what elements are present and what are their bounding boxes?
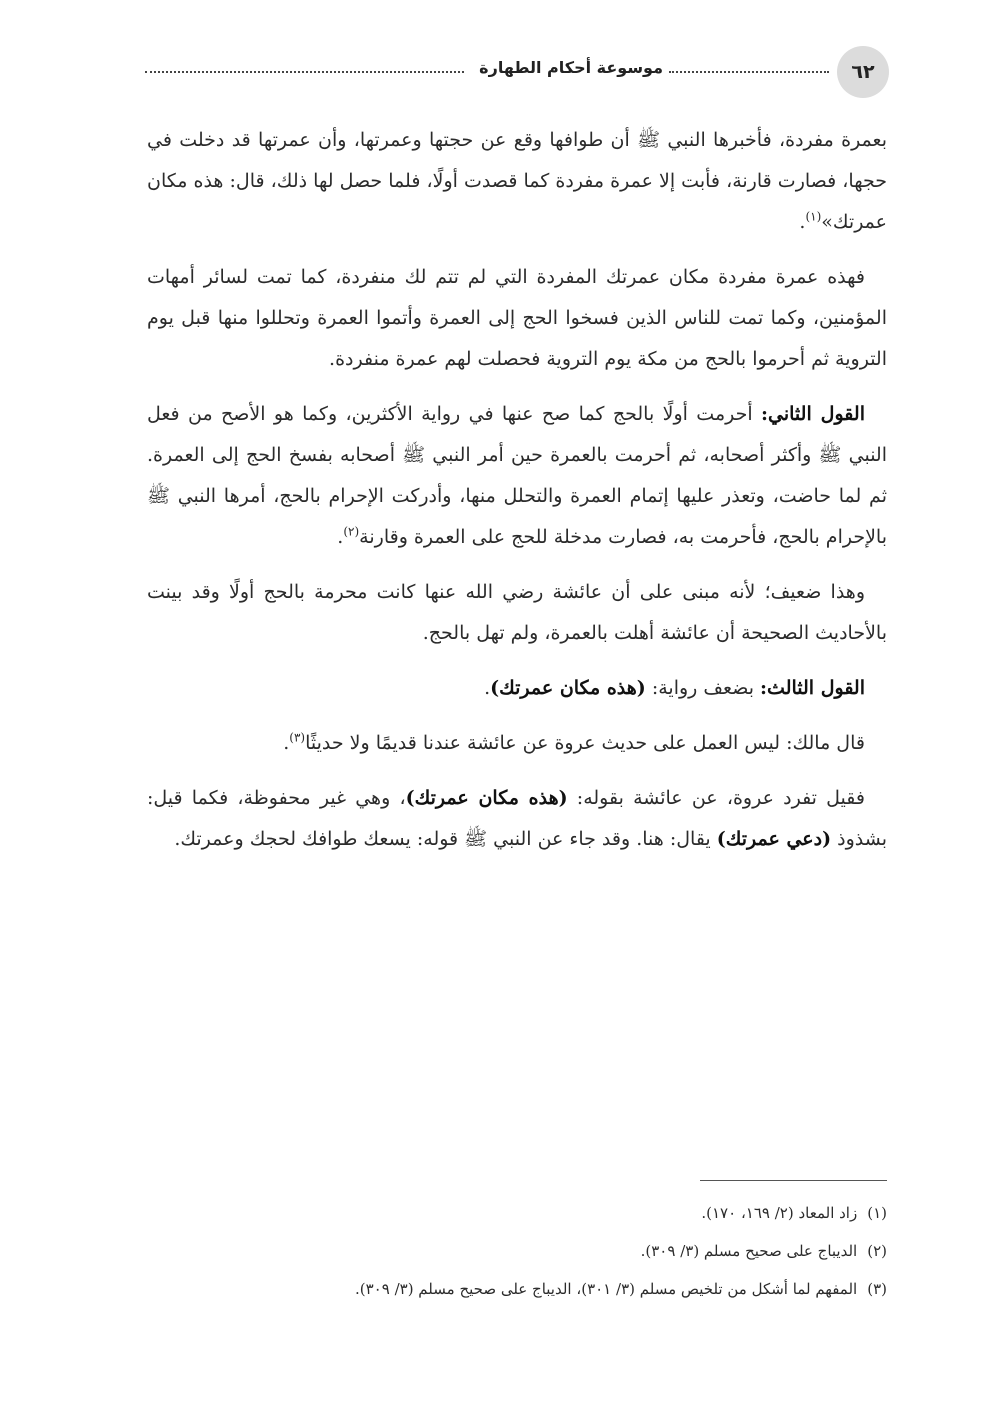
- running-title: موسوعة أحكام الطهارة: [473, 58, 669, 77]
- paragraph: [147, 668, 887, 709]
- page-number-badge: [837, 46, 889, 98]
- text-run: فقيل تفرد عروة، عن عائشة بقوله:: [567, 787, 865, 809]
- footnotes: [147, 1194, 887, 1308]
- text-run: قال مالك: ليس العمل على حديث عروة عن عائشة عندنا قديمًا ولا حديثًا: [305, 732, 865, 754]
- text-run: بضعف رواية:: [645, 677, 761, 699]
- paragraph: [147, 120, 887, 243]
- footnote-number: (٣): [867, 1280, 887, 1298]
- text-run: يقال: هنا. وقد جاء عن النبي ﷺ قوله: يسعك طوافك لحجك وعمرتك.: [174, 828, 717, 850]
- text-run: .: [337, 526, 344, 548]
- paragraph: [147, 394, 887, 558]
- paragraph: [147, 572, 887, 654]
- footnote: [147, 1232, 887, 1270]
- bold-text: (هذه مكان عمرتك): [405, 787, 568, 809]
- paragraph: [147, 723, 887, 764]
- bold-text: (دعي عمرتك): [716, 828, 832, 850]
- header-dotted-rule-left: [145, 71, 464, 73]
- header-dotted-rule-right: [669, 71, 829, 73]
- text-run: وهذا ضعيف؛ لأنه مبنى على أن عائشة رضي الله عنها كانت محرمة بالحج أولًا وقد بينت بالأحاديث الصحيحة أن عائشة أهلت بالعمرة، ولم تهل بالحج.: [147, 581, 887, 644]
- text-run: بعمرة مفردة، فأخبرها النبي ﷺ أن طوافها وقع عن حجتها وعمرتها، وأن عمرتها قد دخلت في حجها، فصارت قارنة، فأبت إلا عمرة مفردة كما قصدت أولًا، فلما حصل لها ذلك، قال: هذه مكان عمرتك»: [147, 129, 887, 233]
- footnote-number: (٢): [867, 1242, 887, 1260]
- page-number: ٦٢: [851, 61, 875, 83]
- bold-text: القول الثاني:: [761, 403, 865, 425]
- footnote-marker: (٢): [343, 524, 360, 539]
- text-run: ، وهي غير محفوظة، فكما قيل: بشذوذ: [147, 787, 887, 850]
- text-run: فهذه عمرة مفردة مكان عمرتك المفردة التي لم تتم لك منفردة، كما تمت لسائر أمهات المؤمنين، وكما تمت للناس الذين فسخوا الحج إلى العمرة وأتموا العمرة وتحللوا منها قبل يوم التروية ثم أحرموا بالحج من مكة يوم التروية فحصلت لهم عمرة منفردة.: [147, 266, 887, 370]
- footnote-text: الديباج على صحيح مسلم (٣/ ٣٠٩).: [640, 1242, 858, 1260]
- paragraph: [147, 257, 887, 380]
- text-run: أحرمت أولًا بالحج كما صح عنها في رواية الأكثرين، وكما هو الأصح من فعل النبي ﷺ وأكثر أصحابه، ثم أحرمت بالعمرة حين أمر النبي ﷺ أصحابه بفسخ الحج إلى العمرة. ثم لما حاضت، وتعذر عليها إتمام العمرة والتحلل منها، وأدركت الإحرام بالحج، أمرها النبي ﷺ بالإحرام بالحج، فأحرمت به، فصارت مدخلة للحج على العمرة وقارنة: [147, 403, 887, 548]
- page-header: [145, 44, 889, 100]
- bold-text: القول الثالث:: [760, 677, 865, 699]
- text-run: .: [283, 732, 290, 754]
- footnote: [147, 1270, 887, 1308]
- bold-text: (هذه مكان عمرتك): [490, 677, 646, 699]
- text-run: .: [799, 211, 806, 233]
- body-text: [147, 120, 887, 874]
- paragraph: [147, 778, 887, 860]
- footnote-number: (١): [867, 1204, 887, 1222]
- footnote-text: المفهم لما أشكل من تلخيص مسلم (٣/ ٣٠١)، الديباج على صحيح مسلم (٣/ ٣٠٩).: [355, 1280, 858, 1298]
- footnote: [147, 1194, 887, 1232]
- text-run: .: [484, 677, 491, 699]
- footnote-marker: (١): [805, 209, 822, 224]
- footnote-marker: (٣): [289, 730, 306, 745]
- footnote-separator: [700, 1180, 887, 1181]
- footnote-text: زاد المعاد (٢/ ١٦٩، ١٧٠).: [701, 1204, 858, 1222]
